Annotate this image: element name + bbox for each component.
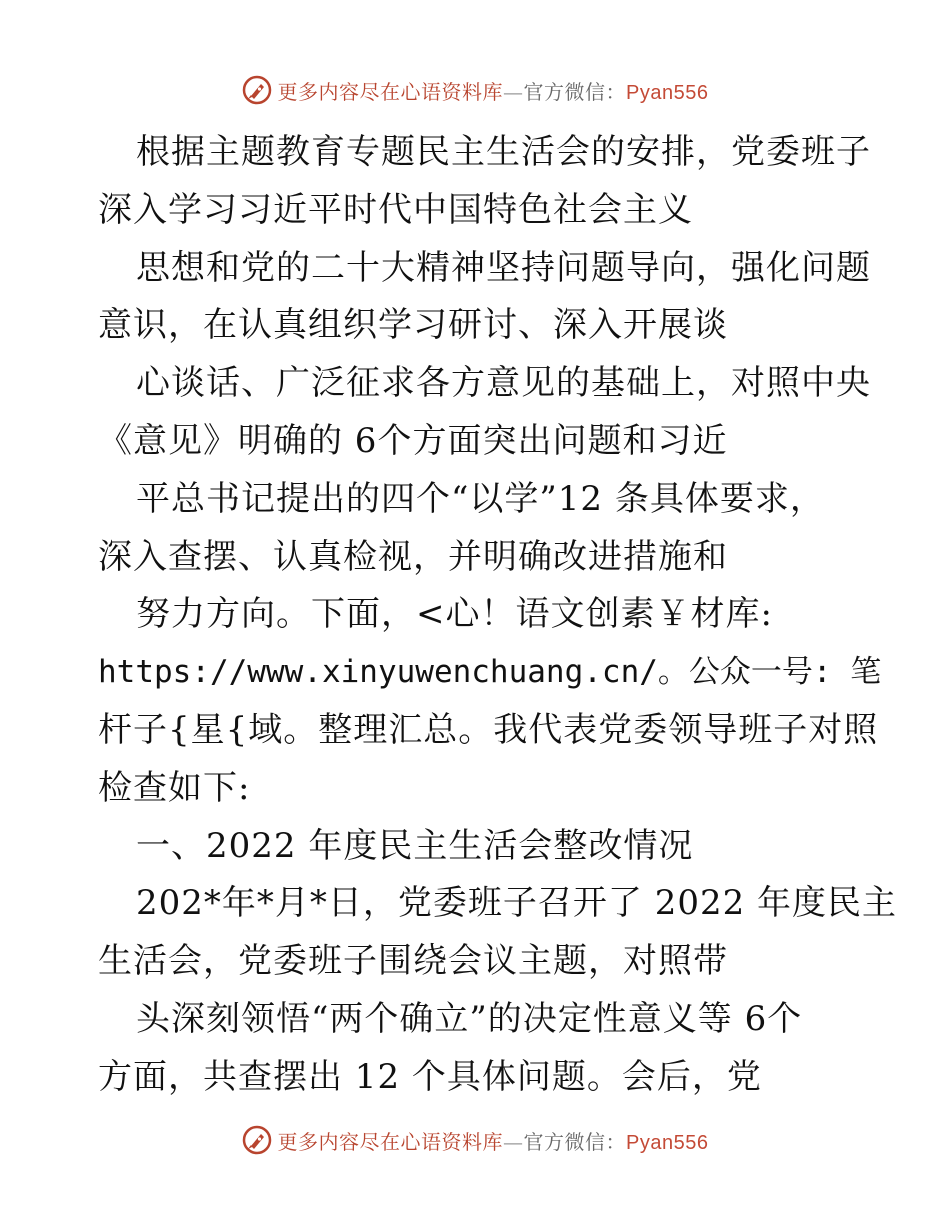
body-line: 平总书记提出的四个“以学”12 条具体要求， xyxy=(136,478,825,519)
watermark-brand: 更多内容尽在心语资料库 xyxy=(277,79,504,104)
watermark-separator: — xyxy=(503,1129,524,1154)
watermark-brand: 更多内容尽在心语资料库 xyxy=(277,1129,504,1154)
body-line: 努力方向。下面，<心！语文创素￥材库: xyxy=(136,594,773,635)
body-line: 深入学习习近平时代中国特色社会主义 xyxy=(98,189,693,230)
body-line: 杆子{星{域。整理汇总。我代表党委领导班子对照 xyxy=(98,709,879,750)
pen-nib-logo-icon xyxy=(242,1125,272,1155)
body-line-url: https://www.xinyuwenchuang.cn/。公众一号: 笔 xyxy=(98,654,882,691)
section-heading: 一、2022 年度民主生活会整改情况 xyxy=(136,825,694,866)
body-line: 方面，共查摆出 12 个具体问题。会后，党 xyxy=(98,1056,762,1097)
body-line: 意识，在认真组织学习研讨、深入开展谈 xyxy=(98,305,728,346)
body-line: 根据主题教育专题民主生活会的安排，党委班子 xyxy=(136,132,871,172)
body-line: 头深刻领悟“两个确立”的决定性意义等 6个 xyxy=(136,998,803,1039)
body-line: 心谈话、广泛征求各方意见的基础上，对照中央 xyxy=(136,363,871,404)
watermark-wechat-id: Pyan556 xyxy=(626,1131,709,1154)
watermark-wechat-id: Pyan556 xyxy=(626,81,709,104)
body-line: 思想和党的二十大精神坚持问题导向，强化问题 xyxy=(136,247,871,288)
body-line: 202*年*月*日，党委班子召开了 2022 年度民主 xyxy=(136,883,898,924)
document-body xyxy=(98,124,898,1107)
watermark-separator: — xyxy=(503,79,524,104)
body-line: 《意见》明确的 6个方面突出问题和习近 xyxy=(98,420,728,461)
watermark-label: 官方微信： xyxy=(523,1129,627,1154)
body-line: 生活会，党委班子围绕会议主题，对照带 xyxy=(98,941,728,982)
watermark-label: 官方微信： xyxy=(523,79,627,104)
watermark-text xyxy=(278,76,709,105)
pen-nib-logo-icon xyxy=(242,75,272,105)
watermark-text xyxy=(278,1126,709,1155)
body-line: 检查如下: xyxy=(98,767,251,808)
body-line: 深入查摆、认真检视，并明确改进措施和 xyxy=(98,536,728,577)
footer-watermark xyxy=(0,1120,950,1160)
header-watermark xyxy=(0,70,950,110)
